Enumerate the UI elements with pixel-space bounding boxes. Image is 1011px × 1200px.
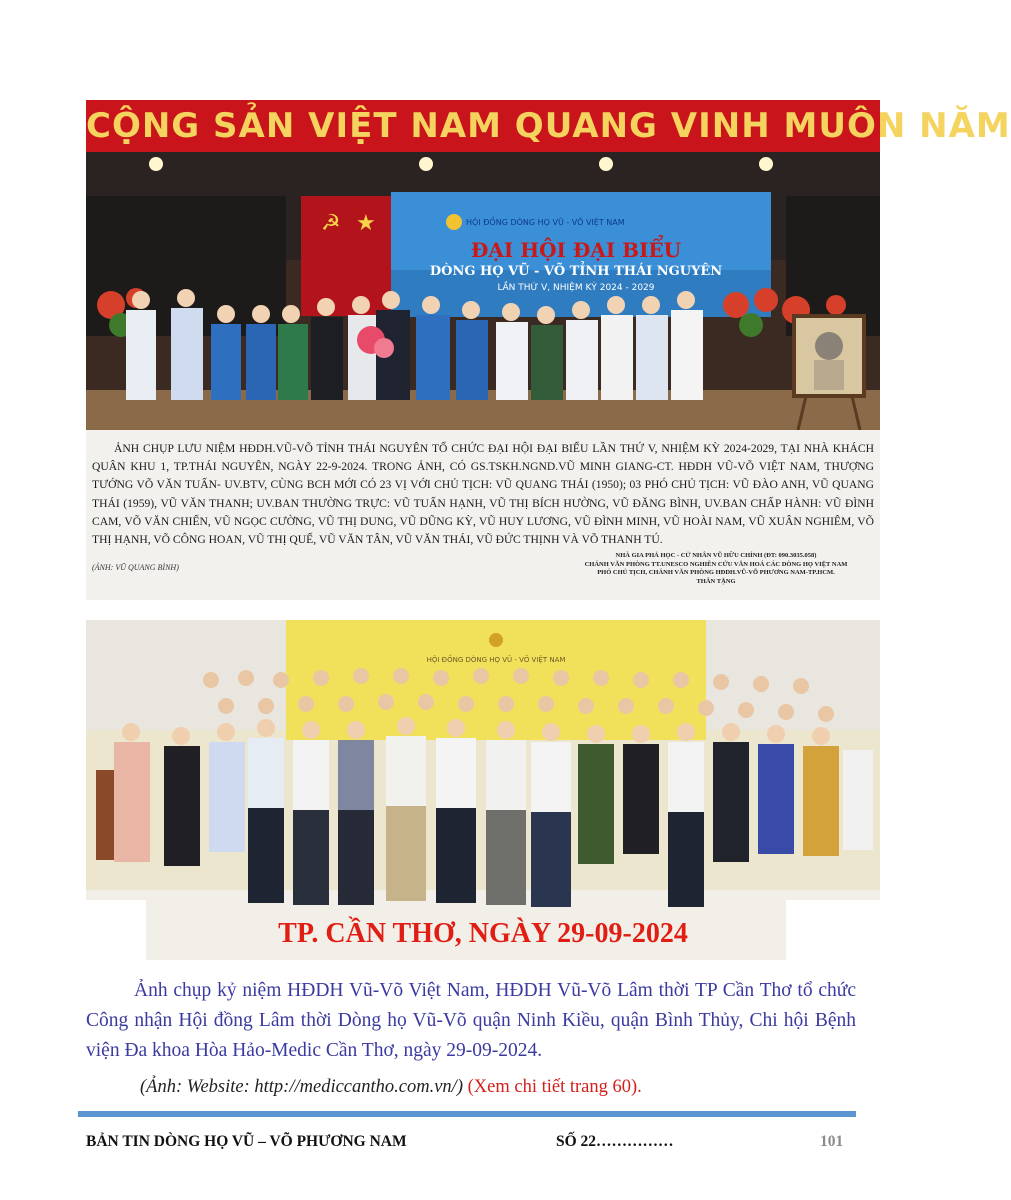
donor-line: PHÓ CHỦ TỊCH, CHÁNH VĂN PHÒNG HĐDH.VŨ-VÕ PHƯƠNG NAM-TP.HCM. — [597, 569, 835, 576]
body-paragraph: Ảnh chụp kỷ niệm HĐDH Vũ-Võ Việt Nam, HĐDH Vũ-Võ Lâm thời TP Cần Thơ tổ chức Công nhận Hội đồng Lâm thời Dòng họ Vũ-Võ quận Ninh Kiều, quận Bình Thủy, Chi hội Bệnh viện Đa khoa Hòa Hảo-Medic Cần Thơ, ngày 29-09-2024. — [86, 980, 856, 1061]
photo-2-place-date: TP. CẦN THƠ, NGÀY 29-09-2024 — [278, 918, 688, 949]
caption-1-photo-credit: (ẢNH: VŨ QUANG BÌNH) — [92, 563, 179, 572]
footer-divider — [78, 1111, 856, 1117]
newsletter-title: BẢN TIN DÒNG HỌ VŨ – VÕ PHƯƠNG NAM — [86, 1133, 407, 1150]
donor-line: NHÀ GIA PHẢ HỌC - CỬ NHÂN VŨ HỮU CHÍNH (ĐT: 090.3035.058) — [615, 552, 817, 559]
screen-subtitle: DÒNG HỌ VŨ - VÕ TỈNH THÁI NGUYÊN — [429, 264, 723, 279]
screen-title: ĐẠI HỘI ĐẠI BIỂU — [470, 238, 682, 262]
party-flag — [301, 196, 396, 316]
photo-1-caption — [86, 430, 880, 600]
caption-1-donor — [556, 552, 876, 586]
page-number: 101 — [820, 1133, 844, 1150]
issue-number: SỐ 22…………… — [556, 1133, 674, 1150]
photo-credit-line — [140, 1077, 642, 1098]
donor-line: THÂN TẶNG — [696, 577, 736, 585]
photo-2-scene — [86, 620, 880, 960]
screen-organization: HỘI ĐỒNG DÒNG HỌ VŨ - VÕ VIỆT NAM — [466, 218, 625, 227]
screen-term: LẦN THỨ V, NHIỆM KỲ 2024 - 2029 — [497, 283, 655, 293]
photo-can-tho-group — [86, 620, 880, 960]
donor-line: CHÁNH VĂN PHÒNG TT.UNESCO NGHIÊN CỨU VĂN HOÁ CÁC DÒNG HỌ VIỆT NAM — [584, 560, 848, 568]
backdrop-organization: HỘI ĐỒNG DÒNG HỌ VŨ - VÕ VIỆT NAM — [426, 656, 566, 664]
photo-congress-thai-nguyen — [86, 100, 1011, 430]
see-more-link[interactable]: (Xem chi tiết trang 60). — [467, 1077, 642, 1097]
svg-text:☭: ☭ — [321, 211, 341, 236]
svg-text:★: ★ — [356, 211, 376, 236]
banner-slogan: CỘNG SẢN VIỆT NAM QUANG VINH MUÔN NĂM — [86, 106, 1011, 146]
caption-1-text: ẢNH CHỤP LƯU NIỆM HĐDH.VŨ-VÕ TỈNH THÁI NGUYÊN TỔ CHỨC ĐẠI HỘI ĐẠI BIỂU LẦN THỨ V, NHIỆM KỲ 2024-2029, TẠI NHÀ KHÁCH QUÂN KHU 1, TP.THÁI NGUYÊN, NGÀY 22-9-2024. TRONG ẢNH, CÓ GS.TSKH.NGND.VŨ MINH GIANG-CT. HĐDH VŨ-VÕ VIỆT NAM, THƯỢNG TƯỚNG VÕ VĂN TUẤN- UV.BTV, CÙNG BCH MỚI CÓ 23 VỊ VỚI CHỦ TỊCH: VŨ QUANG THÁI (1950); 03 PHÓ CHỦ TỊCH: VŨ ĐÀO ANH, VŨ QUANG THÁI (1959), VŨ VĂN THANH; UV.BAN THƯỜNG TRỰC: VŨ TUẤN HẠNH, VŨ THỊ BÍCH HƯỜNG, VŨ ĐĂNG BÌNH, UV.BAN CHẤP HÀNH: VŨ ĐÌNH CAM, VÕ VĂN CHIẾN, VŨ NGỌC CƯỜNG, VŨ THỊ DUNG, VŨ DŨNG KỲ, VŨ HUY LƯƠNG, VŨ ĐÌNH MINH, VŨ HOÀI NAM, VŨ XUÂN NGHIÊM, VÕ THỊ HẠNH, VÕ CÔNG HOAN, VŨ THỊ QUẾ, VŨ VĂN TÂN, VŨ VĂN THÁI, VŨ ĐỨC THỊNH VÀ VÕ THANH TÚ. — [92, 442, 874, 547]
website-credit: (Ảnh: Website: http://mediccantho.com.vn/) — [140, 1077, 463, 1097]
